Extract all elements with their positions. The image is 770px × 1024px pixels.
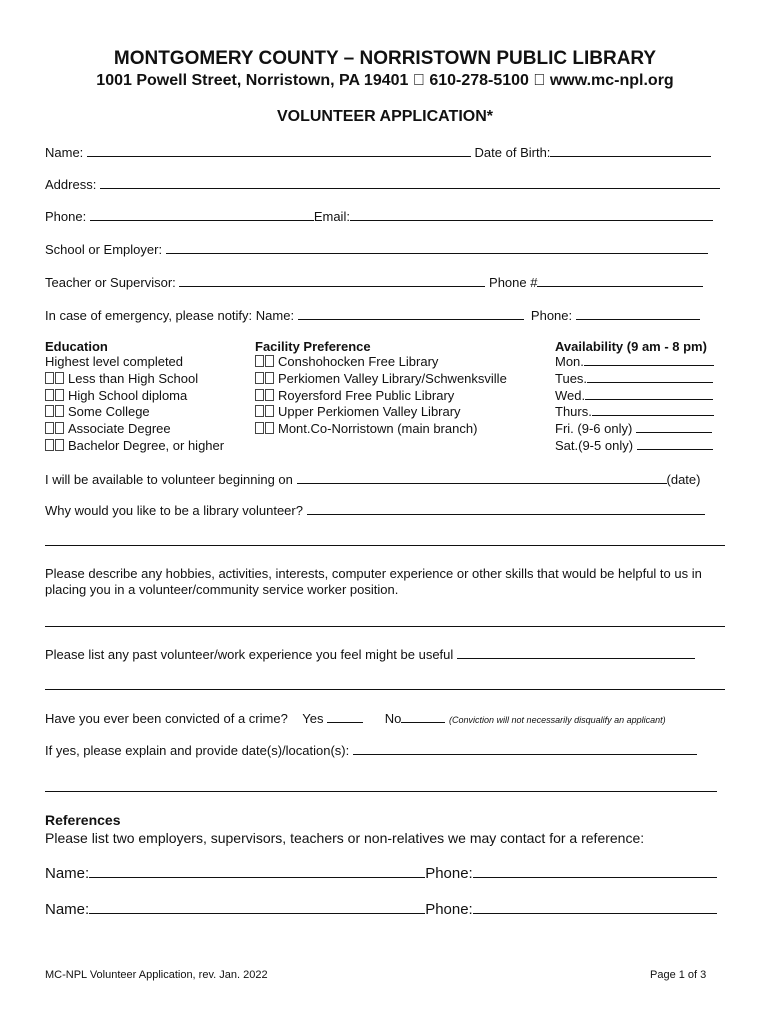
checkbox-icon[interactable]	[45, 439, 54, 451]
facility-option[interactable]: Royersford Free Public Library	[255, 388, 507, 405]
checkbox-icon[interactable]	[55, 405, 64, 417]
emergency-label: In case of emergency, please notify: Name:	[45, 308, 295, 323]
references-heading: References	[45, 812, 121, 828]
checkbox-icon[interactable]	[255, 422, 264, 434]
availability-wed-field[interactable]	[585, 388, 713, 400]
reference-phone-label: Phone:	[425, 865, 473, 882]
education-subheading: Highest level completed	[45, 354, 184, 369]
emergency-row	[45, 307, 700, 323]
reference-name-label: Name:	[45, 901, 90, 918]
why-label: Why would you like to be a library volunteer?	[45, 503, 303, 518]
facility-option[interactable]: Conshohocken Free Library	[255, 354, 507, 371]
checkbox-icon[interactable]	[45, 389, 54, 401]
start-date-row	[45, 471, 700, 487]
answer-line[interactable]	[45, 791, 717, 792]
checkbox-icon[interactable]	[45, 405, 54, 417]
checkbox-icon[interactable]	[55, 389, 64, 401]
facility-option[interactable]: Mont.Co-Norristown (main branch)	[255, 421, 507, 438]
past-field[interactable]	[457, 646, 695, 659]
reference-phone-field[interactable]	[473, 901, 717, 914]
checkbox-icon[interactable]	[255, 372, 264, 384]
past-row	[45, 646, 695, 662]
past-label: Please list any past volunteer/work experience you feel might be useful	[45, 647, 454, 662]
hobbies-prompt: Please describe any hobbies, activities, interests, computer experience or other skills that would be helpful to us in placing you in a volunteer/community service worker position.	[45, 566, 702, 597]
availability-thurs-field[interactable]	[592, 404, 714, 416]
education-option[interactable]: Associate Degree	[45, 421, 224, 438]
checkbox-icon[interactable]	[265, 422, 274, 434]
explain-row	[45, 742, 697, 758]
footer-page-number: Page 1 of 3	[650, 969, 707, 981]
availability-day: Thurs.	[555, 404, 714, 421]
checkbox-icon[interactable]	[265, 372, 274, 384]
reference-name-field[interactable]	[89, 865, 425, 878]
form-title: VOLUNTEER APPLICATION*	[276, 108, 493, 125]
footer-revision: MC-NPL Volunteer Application, rev. Jan. 2022	[45, 969, 268, 981]
checkbox-icon[interactable]	[55, 422, 64, 434]
availability-tues-field[interactable]	[587, 371, 713, 383]
name-row	[45, 144, 711, 160]
dob-field[interactable]	[550, 144, 711, 157]
crime-row	[45, 710, 666, 726]
teacher-phone-field[interactable]	[537, 274, 703, 287]
reference-name-label: Name:	[45, 865, 90, 882]
crime-no-field[interactable]	[401, 710, 445, 723]
phone-label: Phone:	[45, 209, 87, 224]
availability-heading: Availability (9 am - 8 pm)	[555, 339, 707, 354]
reference-name-field[interactable]	[89, 901, 425, 914]
answer-line[interactable]	[45, 626, 725, 627]
why-field[interactable]	[307, 502, 705, 515]
education-option[interactable]: Bachelor Degree, or higher	[45, 438, 224, 455]
availability-section	[555, 339, 714, 455]
reference-row	[45, 901, 717, 918]
crime-no-label: No	[384, 711, 402, 726]
phone-email-row	[45, 208, 713, 224]
crime-yes-field[interactable]	[327, 710, 363, 723]
availability-sat-field[interactable]	[637, 438, 713, 450]
name-field[interactable]	[87, 144, 471, 157]
checkbox-icon[interactable]	[45, 372, 54, 384]
library-address-line: 1001 Powell Street, Norristown, PA 19401 610-278-5100 www.mc-npl.org	[112, 72, 658, 89]
why-row	[45, 502, 705, 518]
address-label: Address:	[45, 177, 97, 192]
availability-day: Mon.	[555, 354, 714, 371]
start-date-field[interactable]	[297, 471, 667, 484]
checkbox-icon[interactable]	[255, 355, 264, 367]
facility-section	[255, 339, 507, 438]
start-date-label: I will be available to volunteer beginning on	[45, 472, 293, 487]
library-title: MONTGOMERY COUNTY – NORRISTOWN PUBLIC LIBRARY	[113, 48, 657, 69]
email-label: Email:	[313, 209, 350, 224]
school-label: School or Employer:	[45, 242, 163, 257]
emergency-phone-field[interactable]	[576, 307, 700, 320]
education-option[interactable]: Some College	[45, 404, 224, 421]
explain-label: If yes, please explain and provide date(s)/location(s):	[45, 743, 350, 758]
checkbox-icon[interactable]	[265, 405, 274, 417]
start-date-suffix: (date)	[666, 472, 701, 487]
crime-yes-label: Yes	[302, 711, 324, 726]
facility-heading: Facility Preference	[255, 339, 371, 354]
dob-label: Date of Birth:	[474, 145, 551, 160]
education-section	[45, 339, 224, 455]
emergency-name-field[interactable]	[298, 307, 524, 320]
education-option[interactable]: High School diploma	[45, 388, 224, 405]
availability-day: Fri. (9-6 only)	[555, 421, 714, 438]
address-field[interactable]	[100, 176, 720, 189]
emergency-phone-label: Phone:	[530, 308, 573, 323]
crime-label: Have you ever been convicted of a crime?	[45, 711, 288, 726]
checkbox-icon[interactable]	[265, 355, 274, 367]
availability-fri-field[interactable]	[636, 421, 712, 433]
availability-mon-field[interactable]	[584, 354, 714, 366]
reference-phone-field[interactable]	[473, 865, 717, 878]
teacher-field[interactable]	[179, 274, 485, 287]
reference-row	[45, 865, 717, 882]
answer-line[interactable]	[45, 689, 725, 690]
teacher-phone-label: Phone #	[489, 275, 538, 290]
answer-line[interactable]	[45, 545, 725, 546]
checkbox-icon[interactable]	[265, 389, 274, 401]
availability-day: Sat.(9-5 only)	[555, 438, 714, 455]
name-label: Name:	[45, 145, 84, 160]
address-row	[45, 176, 720, 192]
checkbox-icon[interactable]	[55, 372, 64, 384]
education-option[interactable]: Less than High School	[45, 371, 224, 388]
phone-field[interactable]	[90, 208, 314, 221]
explain-field[interactable]	[353, 742, 697, 755]
checkbox-icon[interactable]	[255, 389, 264, 401]
education-heading: Education	[45, 339, 108, 354]
checkbox-icon[interactable]	[45, 422, 54, 434]
checkbox-icon[interactable]	[255, 405, 264, 417]
facility-option[interactable]: Upper Perkiomen Valley Library	[255, 404, 507, 421]
email-field[interactable]	[350, 208, 713, 221]
crime-note: (Conviction will not necessarily disqualify an applicant)	[449, 715, 666, 725]
teacher-row	[45, 274, 703, 290]
teacher-label: Teacher or Supervisor:	[45, 275, 176, 290]
checkbox-icon[interactable]	[55, 439, 64, 451]
facility-option[interactable]: Perkiomen Valley Library/Schwenksville	[255, 371, 507, 388]
school-row	[45, 241, 708, 257]
references-instructions: Please list two employers, supervisors, teachers or non-relatives we may contact for a reference:	[45, 830, 645, 846]
availability-day: Tues.	[555, 371, 714, 388]
reference-phone-label: Phone:	[425, 901, 473, 918]
school-field[interactable]	[166, 241, 708, 254]
availability-day: Wed.	[555, 388, 714, 405]
